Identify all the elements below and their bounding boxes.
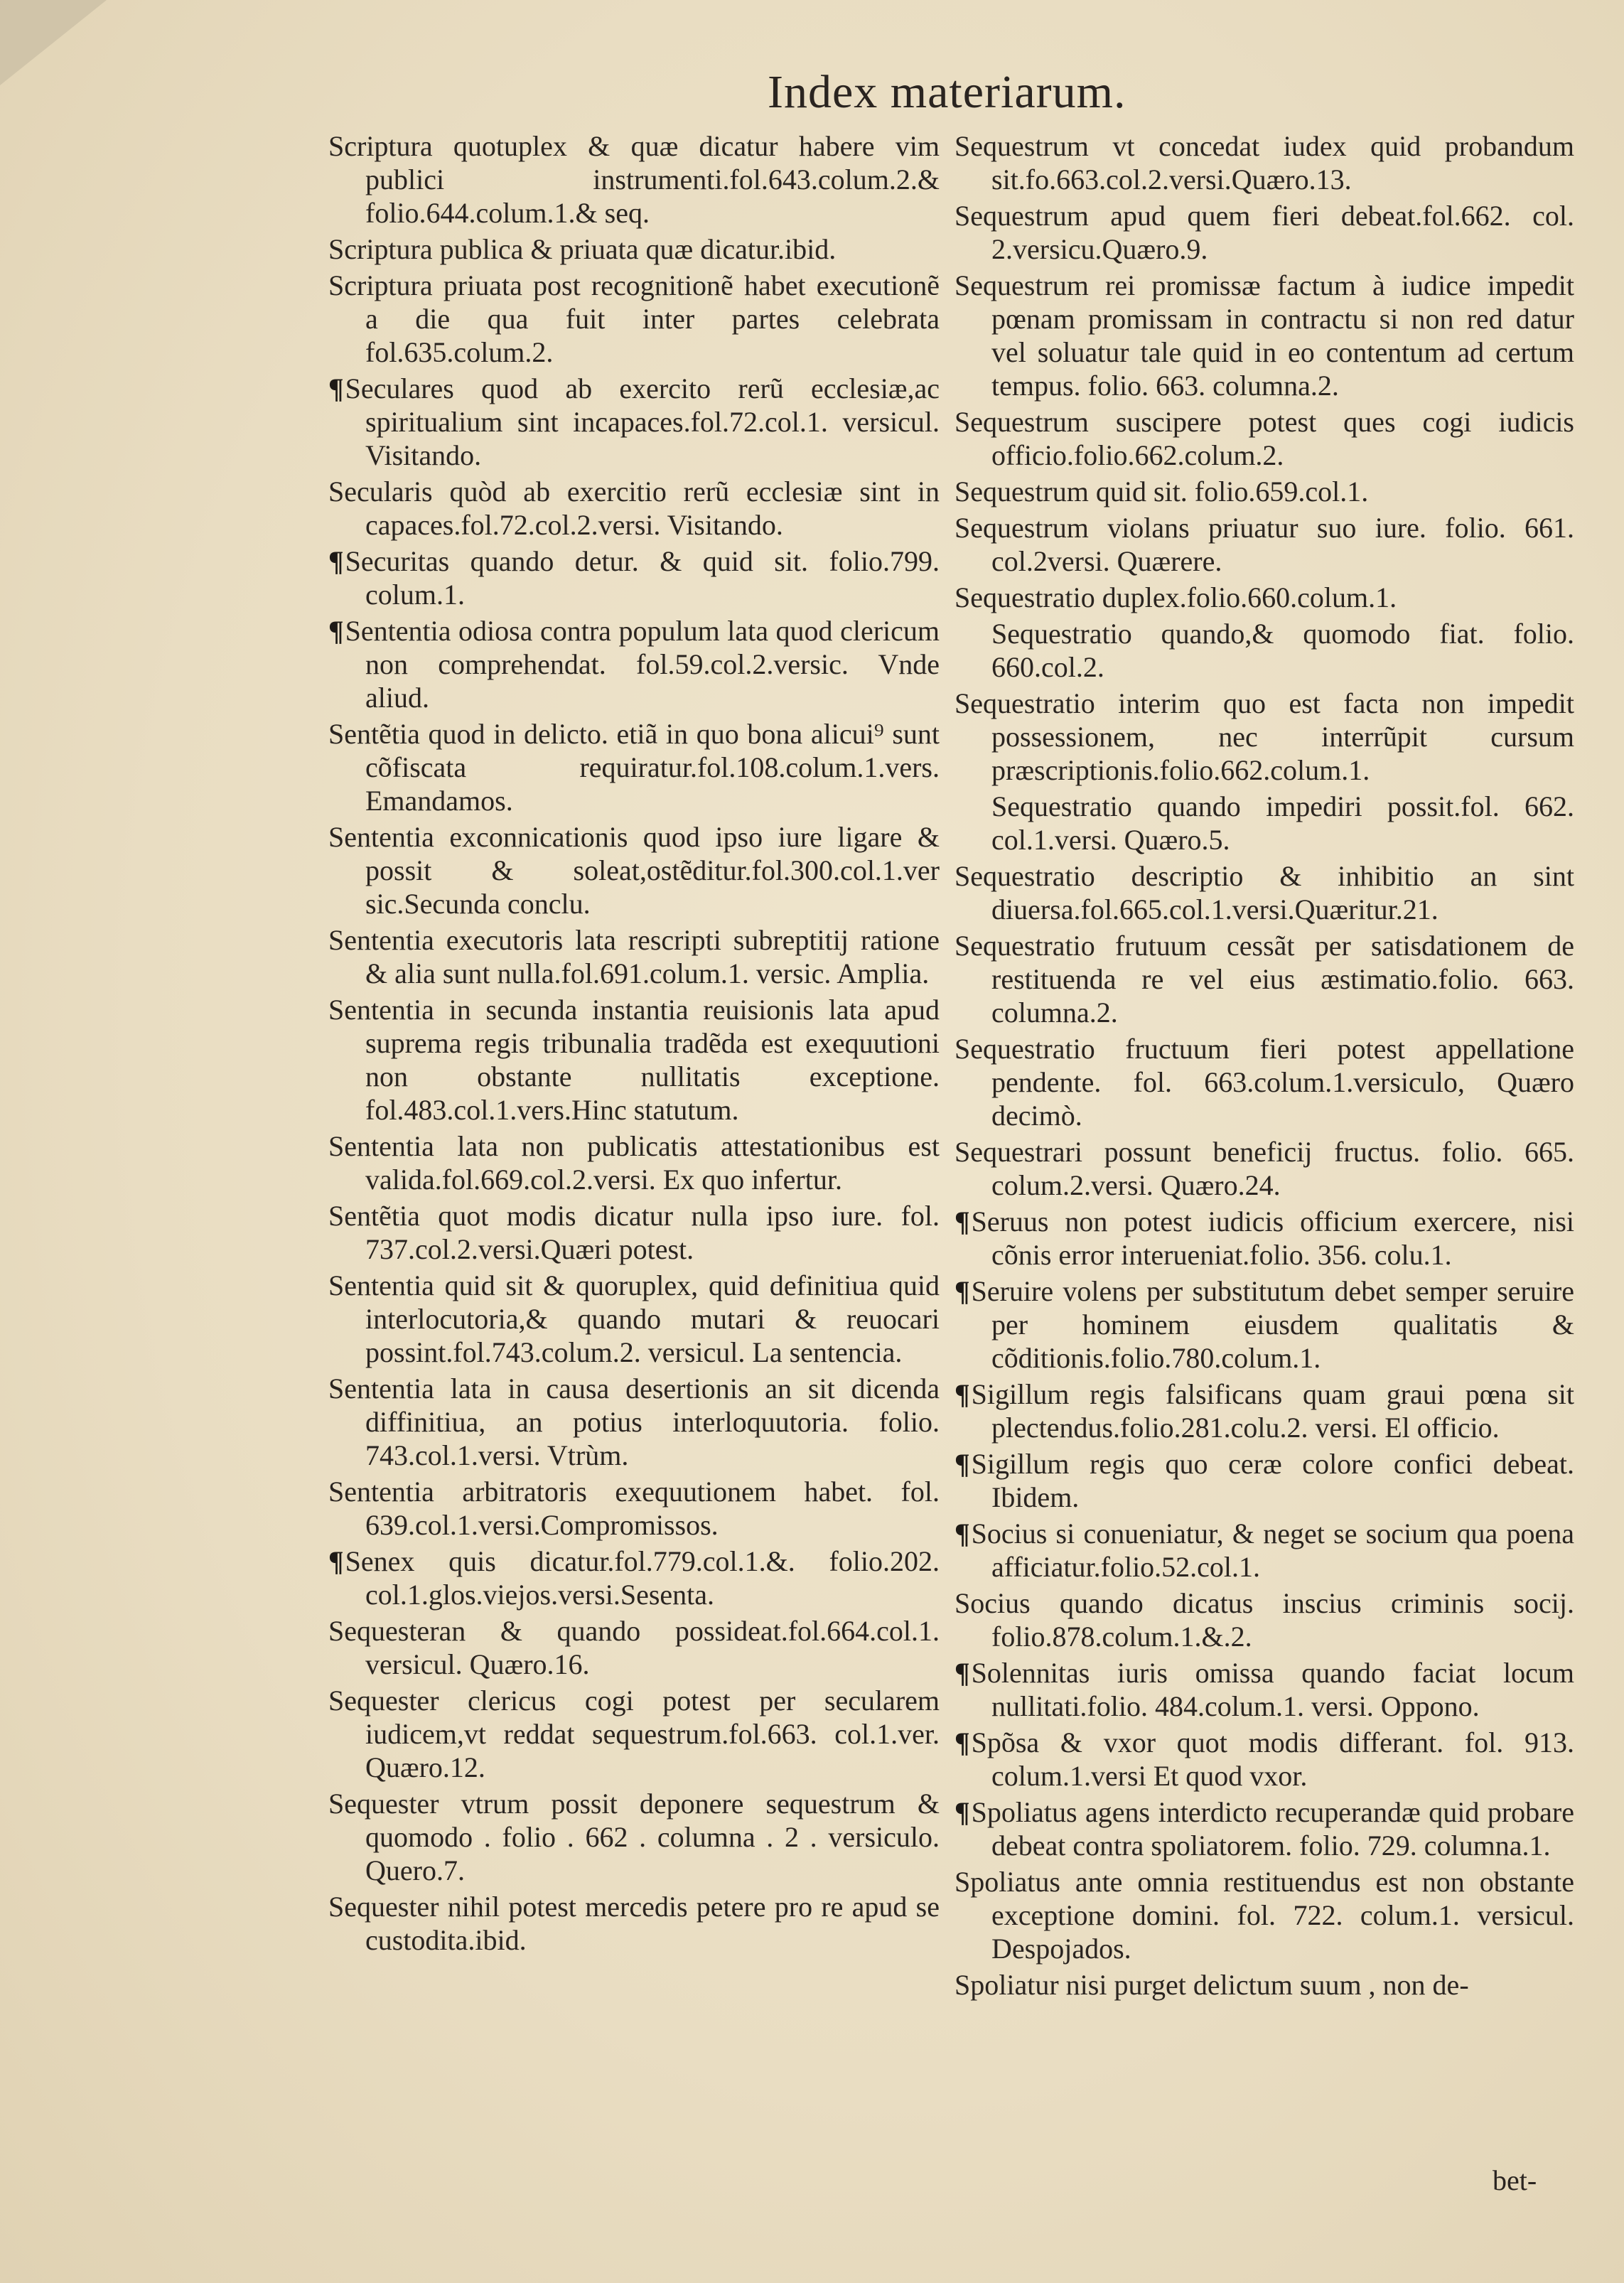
- left-index-entry: [328, 1199, 940, 1266]
- right-index-entry: [954, 1968, 1574, 2002]
- left-index-entry: [328, 1890, 940, 1957]
- left-index-entry: [328, 820, 940, 920]
- entry-text: Socius si conueniatur, & neget se socium qua poena afficiatur.folio.52.col.1.: [971, 1517, 1574, 1583]
- right-index-entry: [954, 1274, 1574, 1375]
- pilcrow-mark-icon: ¶: [328, 372, 344, 404]
- right-index-entry: [954, 1795, 1574, 1862]
- entry-text: Sigillum regis quo ceræ colore confici debeat. Ibidem.: [971, 1448, 1574, 1513]
- left-index-entry: [328, 923, 940, 990]
- entry-text: Sequestratio quando impediri possit.fol. 662. col.1.versi. Quæro.5.: [991, 790, 1574, 856]
- right-index-entry: [954, 475, 1574, 508]
- pilcrow-mark-icon: ¶: [954, 1448, 970, 1480]
- index-column-left: [328, 129, 940, 1960]
- entry-text: Securitas quando detur. & quid sit. folio.799. colum.1.: [345, 545, 940, 611]
- entry-text: Sigillum regis falsificans quam graui pœna sit plectendus.folio.281.colu.2. versi. El officio.: [971, 1378, 1574, 1444]
- left-index-entry: [328, 717, 940, 817]
- entry-text: Sequestrum violans priuatur suo iure. folio. 661. col.2versi. Quærere.: [954, 512, 1574, 577]
- pilcrow-mark-icon: ¶: [954, 1517, 970, 1549]
- entry-text: Sententia exconnicationis quod ipso iure ligare & possit & soleat,ostẽditur.fol.300.col.1.ver sic.Secunda conclu.: [328, 821, 940, 920]
- right-index-entry: [954, 1377, 1574, 1444]
- entry-text: Spoliatus agens interdicto recuperandæ quid probare debeat contra spoliatorem. folio. 729. columna.1.: [971, 1796, 1574, 1862]
- entry-text: Scriptura priuata post recognitionẽ habet executionẽ a die qua fuit inter partes celebrata fol.635.colum.2.: [328, 269, 940, 368]
- pilcrow-mark-icon: ¶: [954, 1205, 970, 1237]
- left-index-entry: [328, 1269, 940, 1369]
- right-index-entry: [954, 617, 1574, 684]
- pilcrow-mark-icon: ¶: [328, 1545, 344, 1577]
- right-index-entry: [954, 269, 1574, 402]
- left-index-entry: [328, 993, 940, 1127]
- entry-text: Scriptura publica & priuata quæ dicatur.ibid.: [328, 233, 837, 265]
- entry-text: Sequestratio descriptio & inhibitio an sint diuersa.fol.665.col.1.versi.Quæritur.21.: [954, 860, 1574, 925]
- right-index-entry: [954, 929, 1574, 1029]
- entry-text: Sequestrari possunt beneficij fructus. folio. 665. colum.2.versi. Quæro.24.: [954, 1136, 1574, 1201]
- right-index-entry: [954, 1586, 1574, 1653]
- entry-text: Sequestrum vt concedat iudex quid probandum sit.fo.663.col.2.versi.Quæro.13.: [954, 130, 1574, 195]
- left-index-entry: [328, 614, 940, 714]
- right-index-entry: [954, 1726, 1574, 1793]
- entry-text: Sentẽtia quot modis dicatur nulla ipso iure. fol. 737.col.2.versi.Quæri potest.: [328, 1200, 940, 1265]
- right-index-entry: [954, 1205, 1574, 1272]
- left-index-entry: [328, 1475, 940, 1542]
- entry-text: Spoliatus ante omnia restituendus est non obstante exceptione domini. fol. 722. colum.1. versicul. Despojados.: [954, 1866, 1574, 1965]
- entry-text: Sententia lata in causa desertionis an sit dicenda diffinitiua, an potius interloquutoria. folio. 743.col.1.versi. Vtrùm.: [328, 1373, 940, 1471]
- entry-text: Sequestrum quid sit. folio.659.col.1.: [954, 476, 1369, 507]
- entry-text: Sequestrum apud quem fieri debeat.fol.662. col. 2.versicu.Quæro.9.: [954, 200, 1574, 265]
- left-index-entry: [328, 1372, 940, 1472]
- left-index-entry: [328, 1787, 940, 1887]
- entry-text: Sequesteran & quando possideat.fol.664.col.1. versicul. Quæro.16.: [328, 1615, 940, 1680]
- entry-text: Secularis quòd ab exercitio rerũ ecclesiæ sint in capaces.fol.72.col.2.versi. Visitando.: [328, 476, 940, 541]
- pilcrow-mark-icon: ¶: [328, 615, 344, 647]
- entry-text: Sequestratio interim quo est facta non impedit possessionem, nec interrũpit cursum præscriptionis.folio.662.colum.1.: [954, 687, 1574, 786]
- left-index-entry: [328, 1129, 940, 1196]
- pilcrow-mark-icon: ¶: [954, 1796, 970, 1828]
- right-index-entry: [954, 581, 1574, 614]
- entry-text: Sententia odiosa contra populum lata quod clericum non comprehendat. fol.59.col.2.versic. Vnde aliud.: [345, 615, 940, 714]
- right-index-entry: [954, 687, 1574, 787]
- pilcrow-mark-icon: ¶: [954, 1275, 970, 1307]
- pilcrow-mark-icon: ¶: [954, 1657, 970, 1689]
- entry-text: Sequestrum rei promissæ factum à iudice impedit pœnam promissam in contractu si non red datur vel soluatur tale quid in eo contentum ad certum tempus. folio. 663. columna.2.: [954, 269, 1574, 402]
- entry-text: Sententia arbitratoris exequutionem habet. fol. 639.col.1.versi.Compromissos.: [328, 1476, 940, 1541]
- entry-text: Sententia in secunda instantia reuisionis lata apud suprema regis tribunalia tradẽda est exequutioni non obstante nullitatis exceptione. fol.483.col.1.vers.Hinc statutum.: [328, 994, 940, 1126]
- left-index-entry: [328, 1545, 940, 1611]
- right-index-entry: [954, 1032, 1574, 1132]
- right-index-entry: [954, 511, 1574, 578]
- pilcrow-mark-icon: ¶: [954, 1726, 970, 1758]
- right-index-entry: [954, 1447, 1574, 1514]
- folded-page-corner: [0, 0, 107, 85]
- entry-text: Solennitas iuris omissa quando faciat locum nullitati.folio. 484.colum.1. versi. Oppono.: [971, 1657, 1574, 1722]
- entry-text: Sequestratio duplex.folio.660.colum.1.: [954, 581, 1397, 613]
- left-index-entry: [328, 1614, 940, 1681]
- left-index-entry: [328, 129, 940, 230]
- entry-text: Sentẽtia quod in delicto. etiã in quo bona alicui⁹ sunt cõfiscata requiratur.fol.108.colum.1.vers. Emandamos.: [328, 718, 940, 817]
- right-index-entry: [954, 199, 1574, 266]
- right-index-entry: [954, 1517, 1574, 1584]
- entry-text: Sequestrum suscipere potest ques cogi iudicis officio.folio.662.colum.2.: [954, 406, 1574, 471]
- entry-text: Senex quis dicatur.fol.779.col.1.&. folio.202. col.1.glos.viejos.versi.Sesenta.: [345, 1545, 940, 1611]
- right-index-entry: [954, 1135, 1574, 1202]
- entry-text: Scriptura quotuplex & quæ dicatur habere vim publici instrumenti.fol.643.colum.2.& folio.644.colum.1.& seq.: [328, 130, 940, 229]
- entry-text: Sequester nihil potest mercedis petere pro re apud se custodita.ibid.: [328, 1891, 940, 1956]
- entry-text: Sequestratio fructuum fieri potest appellatione pendente. fol. 663.colum.1.versiculo, Quæro decimò.: [954, 1033, 1574, 1132]
- left-index-entry: [328, 232, 940, 266]
- running-header: Index materiarum.: [768, 66, 1126, 118]
- left-index-entry: [328, 269, 940, 369]
- index-column-right: [954, 129, 1574, 2004]
- entry-text: Sequestratio frutuum cessãt per satisdationem de restituenda re vel eius æstimatio.folio. 663. columna.2.: [954, 930, 1574, 1028]
- pilcrow-mark-icon: ¶: [328, 545, 344, 577]
- entry-text: Spoliatur nisi purget delictum suum , non de-: [954, 1969, 1469, 2001]
- right-index-entry: [954, 790, 1574, 856]
- entry-text: Socius quando dicatus inscius criminis socij. folio.878.colum.1.&.2.: [954, 1587, 1574, 1653]
- left-index-entry: [328, 544, 940, 611]
- pilcrow-mark-icon: ¶: [954, 1378, 970, 1410]
- entry-text: Sequester clericus cogi potest per secularem iudicem,vt reddat sequestrum.fol.663. col.1.ver. Quæro.12.: [328, 1685, 940, 1783]
- entry-text: Seruus non potest iudicis officium exercere, nisi cõnis error interueniat.folio. 356. colu.1.: [971, 1205, 1574, 1271]
- entry-text: Sequester vtrum possit deponere sequestrum & quomodo . folio . 662 . columna . 2 . versiculo. Quero.7.: [328, 1788, 940, 1886]
- entry-text: Seruire volens per substitutum debet semper seruire per hominem eiusdem qualitatis & cõditionis.folio.780.colum.1.: [971, 1275, 1574, 1374]
- right-index-entry: [954, 405, 1574, 472]
- left-index-entry: [328, 372, 940, 472]
- catchword: bet-: [1493, 2164, 1537, 2196]
- entry-text: Spõsa & vxor quot modis differant. fol. 913. colum.1.versi Et quod vxor.: [971, 1726, 1574, 1792]
- right-index-entry: [954, 1656, 1574, 1723]
- right-index-entry: [954, 1865, 1574, 1965]
- left-index-entry: [328, 1684, 940, 1784]
- entry-text: Sequestratio quando,& quomodo fiat. folio. 660.col.2.: [991, 618, 1574, 683]
- entry-text: Seculares quod ab exercito rerũ ecclesiæ,ac spiritualium sint incapaces.fol.72.col.1. versicul. Visitando.: [345, 372, 940, 471]
- entry-text: Sententia quid sit & quoruplex, quid definitiua quid interlocutoria,& quando mutari & reuocari possint.fol.743.colum.2. versicul. La sentencia.: [328, 1269, 940, 1368]
- left-index-entry: [328, 475, 940, 542]
- entry-text: Sententia lata non publicatis attestationibus est valida.fol.669.col.2.versi. Ex quo infertur.: [328, 1130, 940, 1196]
- right-index-entry: [954, 129, 1574, 196]
- right-index-entry: [954, 859, 1574, 926]
- entry-text: Sententia executoris lata rescripti subreptitij ratione & alia sunt nulla.fol.691.colum.1. versic. Amplia.: [328, 924, 940, 989]
